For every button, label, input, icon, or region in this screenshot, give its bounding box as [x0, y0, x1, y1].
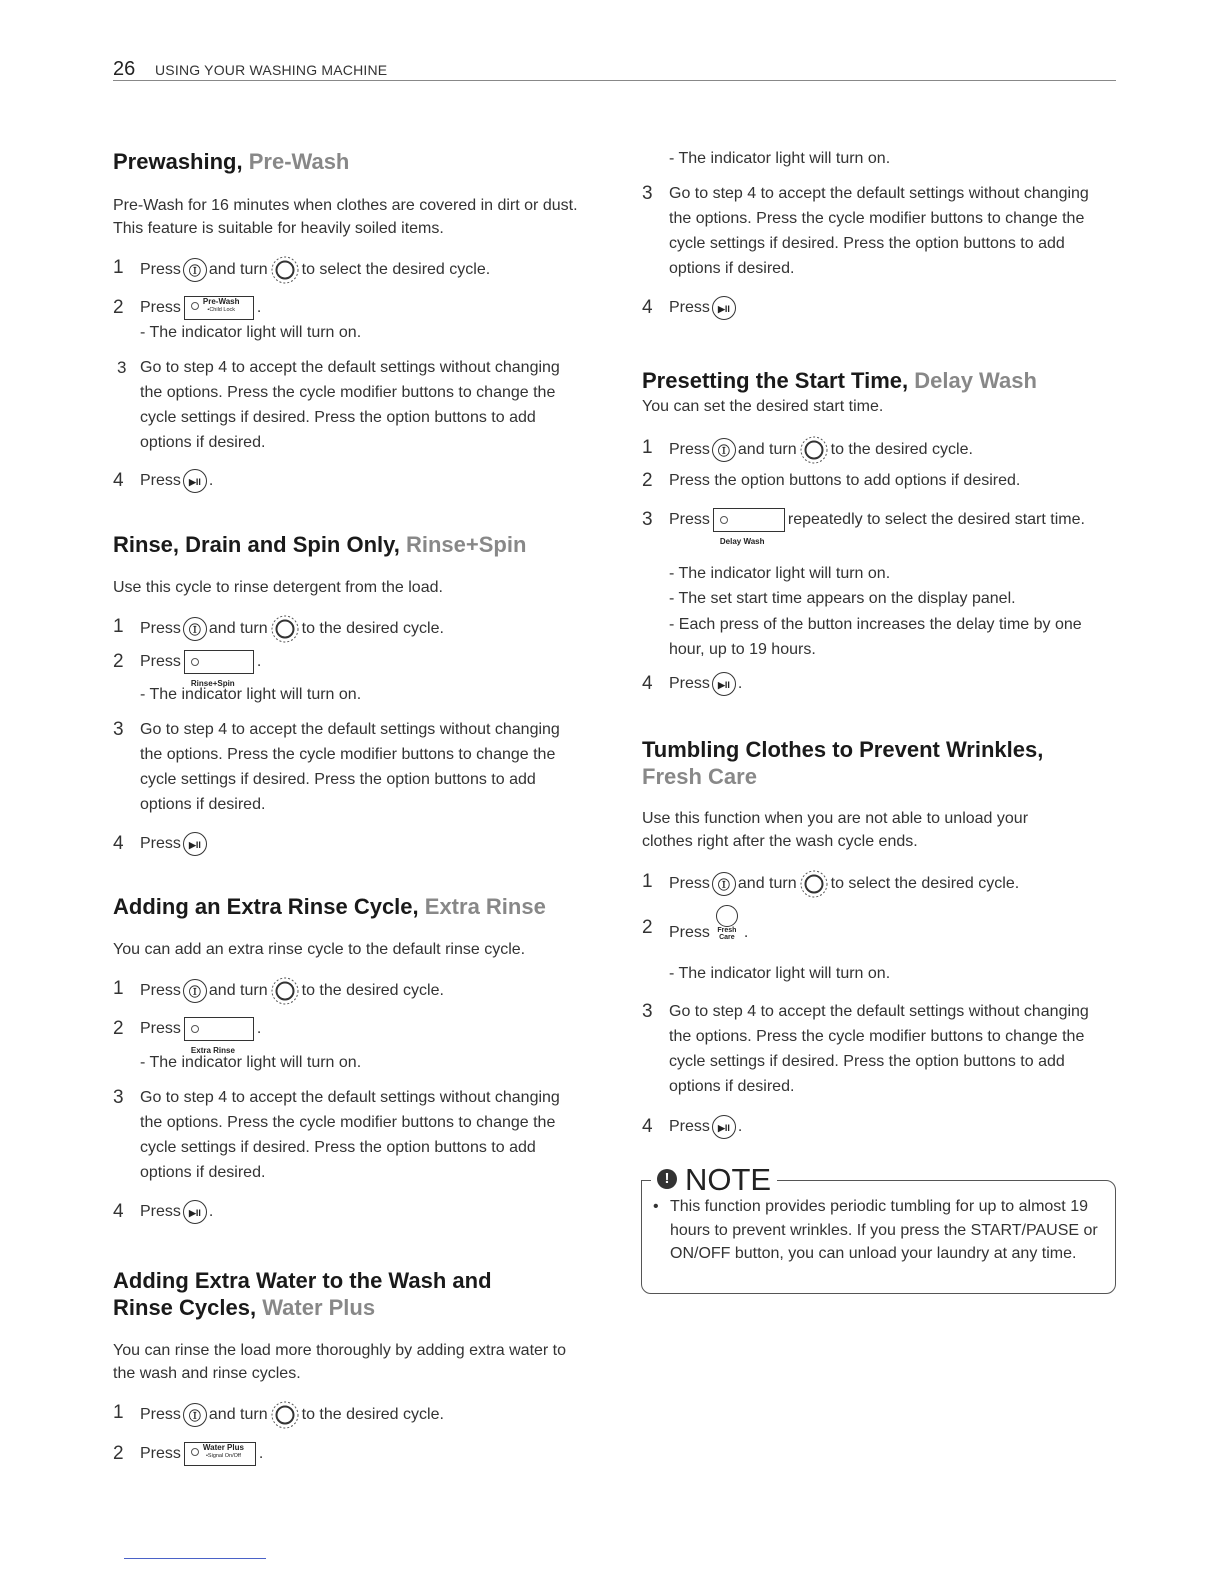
power-button-icon: Ⓘ	[183, 1403, 207, 1427]
cycle-dial-icon	[270, 255, 300, 285]
prewash-step-4: 4 Press ▶II .	[113, 470, 214, 491]
extra-rinse-button-icon: Extra Rinse	[184, 1017, 254, 1041]
extra-rinse-step-2: 2 PressExtra Rinse.	[113, 1018, 262, 1055]
delay-wash-heading: Presetting the Start Time, Delay Wash	[642, 368, 1037, 393]
delay-wash-step-2: 2 Press the option buttons to add options if desired.	[642, 470, 1021, 491]
rinse-spin-step-1: 1 Press Ⓘ and turn to the desired cycle.	[113, 614, 591, 644]
start-pause-icon: ▶II	[183, 832, 207, 856]
delay-wash-indicator-note: - The indicator light will turn on.	[669, 565, 891, 582]
prewash-button-icon: Pre-Wash •Child Lock	[184, 296, 254, 320]
fresh-care-section	[642, 736, 1120, 853]
water-plus-step-2: 2 Press Water Plus •Signal On/Off .	[113, 1442, 264, 1464]
power-button-icon: Ⓘ	[183, 617, 207, 641]
delay-wash-step-1: 1 Press Ⓘ and turn to the desired cycle.	[642, 435, 1120, 465]
prewash-cont-step-3: 3 Go to step 4 to accept the default settings without changing the options. Press the cycle modifier buttons to change the cycle settings if desired. Press the option buttons to add options if desired.	[642, 183, 1089, 277]
delay-wash-intro: You can set the desired start time.	[642, 398, 884, 415]
cycle-dial-icon	[270, 1400, 300, 1430]
fresh-care-intro: Use this function when you are not able to unload your clothes right after the wash cycle ends.	[642, 810, 1029, 850]
delay-wash-increment-note: - Each press of the button increases the delay time by one hour, up to 19 hours.	[669, 616, 1082, 658]
rinse-spin-step-3: 3 Go to step 4 to accept the default settings without changing the options. Press the cycle modifier buttons to change the cycle settings if desired. Press the option buttons to add options if desired.	[113, 719, 560, 813]
fresh-care-step-1: 1 Press Ⓘ and turn to select the desired cycle.	[642, 869, 1120, 899]
page-title: USING YOUR WASHING MACHINE	[155, 62, 388, 78]
footer-link-line	[124, 1558, 266, 1559]
power-button-icon: Ⓘ	[712, 872, 736, 896]
cycle-dial-icon	[270, 976, 300, 1006]
extra-rinse-step-3: 3 Go to step 4 to accept the default settings without changing the options. Press the cycle modifier buttons to change the cycle settings if desired. Press the option buttons to add options if desired.	[113, 1087, 560, 1181]
prewash-step-1: 1 Press Ⓘ and turn to select the desired cycle.	[113, 255, 591, 285]
water-plus-heading: Adding Extra Water to the Wash and Rinse Cycles, Water Plus	[113, 1268, 492, 1320]
extra-rinse-step-4: 4 Press ▶II .	[113, 1201, 214, 1222]
page-number: 26	[113, 58, 136, 80]
cycle-dial-icon	[270, 614, 300, 644]
page-header	[113, 58, 1116, 81]
extra-rinse-indicator-note: - The indicator light will turn on.	[140, 1054, 362, 1071]
extra-rinse-step-1: 1 Press Ⓘ and turn to the desired cycle.	[113, 976, 591, 1006]
fresh-care-step-2: 2 Press Fresh Care .	[642, 915, 1120, 951]
water-plus-section	[113, 1267, 591, 1385]
fresh-care-indicator-note: - The indicator light will turn on.	[669, 965, 891, 982]
prewash-heading: Prewashing, Pre-Wash	[113, 149, 350, 174]
prewash-cont-indicator-note: - The indicator light will turn on.	[669, 150, 891, 167]
note-title: ! NOTE	[651, 1162, 777, 1198]
rinse-spin-step-4: 4 Press ▶II	[113, 831, 591, 856]
prewash-step-2: 2 Press Pre-Wash •Child Lock .	[113, 296, 262, 318]
delay-wash-step-3: 3 PressDelay Washrepeatedly to select the desired start time.	[642, 509, 1085, 546]
extra-rinse-section	[113, 893, 591, 961]
prewash-indicator-note: - The indicator light will turn on.	[140, 324, 362, 341]
note-body: • This function provides periodic tumbling for up to almost 19 hours to prevent wrinkles. If you press the START/PAUSE or ON/OFF button, you can unload your laundry at any time.	[653, 1195, 1103, 1266]
fresh-care-button-icon: Fresh Care	[713, 905, 741, 941]
delay-wash-section	[642, 367, 1120, 418]
start-pause-icon: ▶II	[712, 296, 736, 320]
water-plus-button-icon: Water Plus •Signal On/Off	[184, 1442, 256, 1466]
water-plus-step-1: 1 Press Ⓘ and turn to the desired cycle.	[113, 1400, 591, 1430]
rinse-spin-indicator-note: - The indicator light will turn on.	[140, 686, 362, 703]
fresh-care-step-3: 3 Go to step 4 to accept the default settings without changing the options. Press the cycle modifier buttons to change the cycle settings if desired. Press the option buttons to add options if desired.	[642, 1001, 1089, 1095]
start-pause-icon: ▶II	[183, 469, 207, 493]
power-button-icon: Ⓘ	[712, 438, 736, 462]
prewash-step-3: 3 Go to step 4 to accept the default settings without changing the options. Press the cycle modifier buttons to change the cycle settings if desired. Press the option buttons to add options if desired.	[117, 358, 560, 451]
rinse-spin-heading: Rinse, Drain and Spin Only, Rinse+Spin	[113, 532, 527, 557]
alert-icon: !	[657, 1169, 677, 1189]
water-plus-intro: You can rinse the load more thoroughly by adding extra water to the wash and rinse cycles.	[113, 1342, 567, 1382]
delay-wash-step-4: 4 Press ▶II .	[642, 673, 743, 694]
power-button-icon: Ⓘ	[183, 979, 207, 1003]
extra-rinse-heading: Adding an Extra Rinse Cycle, Extra Rinse	[113, 894, 546, 919]
delay-wash-button-icon: Delay Wash	[713, 508, 785, 532]
cycle-dial-icon	[799, 869, 829, 899]
rinse-spin-section	[113, 531, 591, 599]
prewash-intro: Pre-Wash for 16 minutes when clothes are covered in dirt or dust. This feature is suitable for heavily soiled items.	[113, 197, 578, 237]
delay-wash-display-note: - The set start time appears on the display panel.	[669, 590, 1016, 607]
extra-rinse-intro: You can add an extra rinse cycle to the default rinse cycle.	[113, 941, 526, 958]
start-pause-icon: ▶II	[183, 1200, 207, 1224]
rinse-spin-button-icon: Rinse+Spin	[184, 650, 254, 674]
rinse-spin-intro: Use this cycle to rinse detergent from the load.	[113, 579, 443, 596]
fresh-care-heading: Tumbling Clothes to Prevent Wrinkles, Fresh Care	[642, 737, 1044, 789]
fresh-care-step-4: 4 Press ▶II .	[642, 1116, 743, 1137]
start-pause-icon: ▶II	[712, 672, 736, 696]
power-button-icon: Ⓘ	[183, 258, 207, 282]
cycle-dial-icon	[799, 435, 829, 465]
prewash-section	[113, 148, 591, 240]
prewash-cont-step-4: 4 Press ▶II	[642, 295, 1120, 320]
start-pause-icon: ▶II	[712, 1115, 736, 1139]
rinse-spin-step-2: 2 PressRinse+Spin.	[113, 651, 262, 688]
note-text: This function provides periodic tumbling for up to almost 19 hours to prevent wrinkles. If you press the START/PAUSE or ON/OFF button, you can unload your laundry at any time.	[670, 1198, 1098, 1262]
